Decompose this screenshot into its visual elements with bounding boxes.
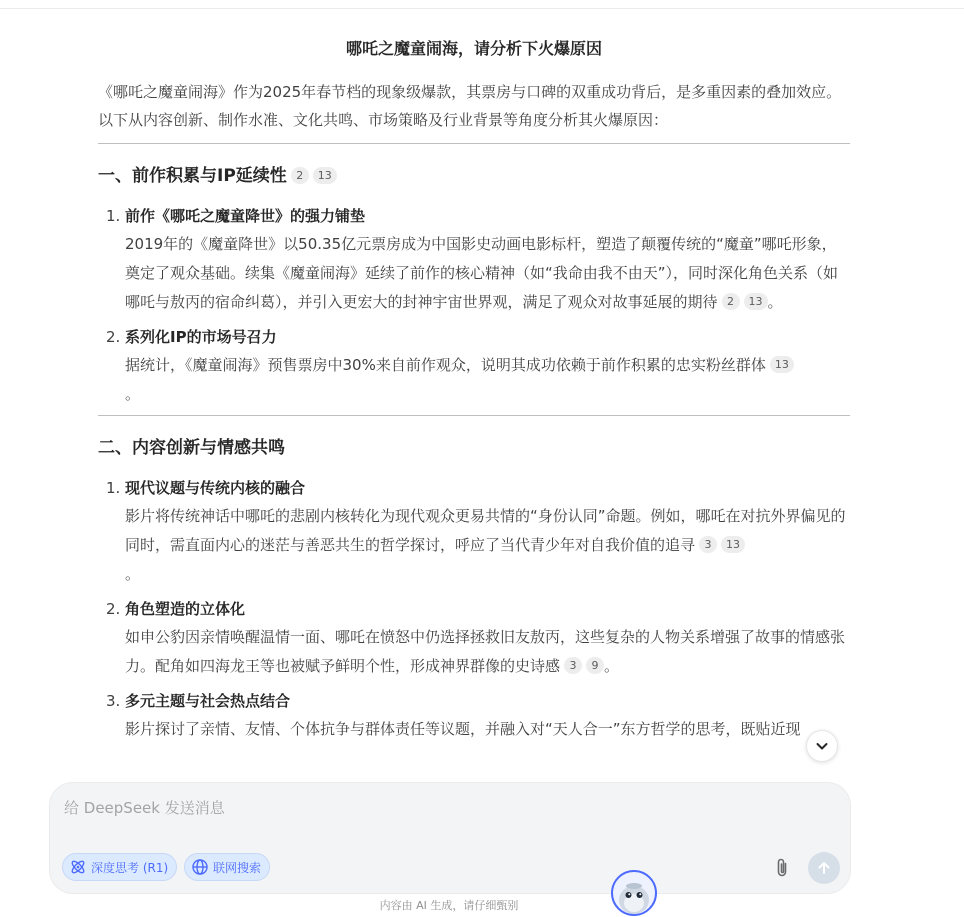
divider bbox=[98, 143, 850, 144]
citation-badge[interactable]: 13 bbox=[744, 293, 768, 310]
message-input[interactable]: 给 DeepSeek 发送消息 bbox=[64, 799, 225, 817]
item-body-text: 影片将传统神话中哪吒的悲剧内核转化为现代观众更易共情的“身份认同”命题。例如，哪吒在对抗外界偏见的同时，需直面内心的迷茫与善恶共生的哲学探讨，呼应了当代青少年对自我价值的追寻 bbox=[125, 507, 846, 554]
item-title: 多元主题与社会热点结合 bbox=[125, 692, 291, 710]
section-heading-text: 一、前作积累与IP延续性 bbox=[98, 166, 287, 186]
item-title: 系列化IP的市场号召力 bbox=[125, 328, 277, 346]
item-body bbox=[125, 230, 850, 317]
citation-badge[interactable]: 2 bbox=[722, 293, 740, 310]
attach-file-button[interactable] bbox=[770, 855, 794, 881]
whale-mascot-icon bbox=[613, 872, 655, 914]
item-body bbox=[125, 715, 850, 744]
item-body-text: 2019年的《魔童降世》以50.35亿元票房成为中国影史动画电影标杆，塑造了颠覆传统的“魔童”哪吒形象，奠定了观众基础。续集《魔童闹海》延续了前作的核心精神（如“我命由我不由天”），同时深化角色关系（如哪吒与敖丙的宿命纠葛），并引入更宏大的封神宇宙世界观，满足了观众对故事延展的期待 bbox=[125, 235, 839, 311]
item-tail: 。 bbox=[125, 565, 141, 583]
list-item bbox=[98, 202, 850, 317]
list-item bbox=[98, 474, 850, 589]
web-search-toggle[interactable] bbox=[184, 853, 270, 881]
list-item bbox=[98, 595, 850, 681]
item-tail: 。 bbox=[767, 293, 783, 311]
citation-badge[interactable]: 13 bbox=[313, 167, 337, 184]
message-composer bbox=[49, 782, 851, 894]
ai-disclaimer: 内容由 AI 生成，请仔细甄别 bbox=[379, 899, 519, 912]
section-2 bbox=[98, 436, 850, 744]
arrow-up-icon bbox=[816, 860, 832, 876]
scroll-to-bottom-button[interactable] bbox=[806, 730, 838, 762]
list-number: 1. bbox=[106, 479, 121, 497]
citation-badge[interactable]: 9 bbox=[586, 657, 604, 674]
list-number: 1. bbox=[106, 207, 121, 225]
paperclip-icon bbox=[774, 857, 790, 879]
citation-badge[interactable]: 2 bbox=[291, 167, 309, 184]
web-search-label: 联网搜索 bbox=[213, 860, 262, 875]
item-body bbox=[125, 502, 850, 589]
item-tail: 。 bbox=[125, 385, 141, 403]
list-number: 2. bbox=[106, 328, 121, 346]
divider bbox=[98, 415, 850, 416]
citation-badge[interactable]: 3 bbox=[699, 536, 717, 553]
deep-think-label: 深度思考 (R1) bbox=[91, 860, 169, 875]
top-divider bbox=[0, 8, 964, 9]
send-button[interactable] bbox=[808, 852, 840, 884]
list-item bbox=[98, 323, 850, 409]
item-body-text: 影片探讨了亲情、友情、个体抗争与群体责任等议题，并融入对“天人合一”东方哲学的思考，既贴近现 bbox=[125, 720, 801, 738]
section-1 bbox=[98, 164, 850, 409]
globe-icon bbox=[191, 858, 209, 876]
atom-icon bbox=[69, 858, 87, 876]
item-title: 前作《哪吒之魔童降世》的强力铺垫 bbox=[125, 207, 366, 225]
list-number: 3. bbox=[106, 692, 121, 710]
question-title: 哪吒之魔童闹海，请分析下火爆原因 bbox=[345, 39, 602, 58]
chevron-down-icon bbox=[815, 739, 829, 753]
numbered-list bbox=[98, 474, 850, 744]
assistant-mascot-avatar[interactable] bbox=[611, 870, 657, 916]
item-body-text: 据统计，《魔童闹海》预售票房中30%来自前作观众，说明其成功依赖于前作积累的忠实粉丝群体 bbox=[125, 356, 766, 374]
citation-badge[interactable]: 13 bbox=[721, 536, 745, 553]
item-body bbox=[125, 351, 850, 409]
item-body bbox=[125, 623, 850, 681]
section-heading bbox=[98, 164, 850, 188]
item-title: 角色塑造的立体化 bbox=[125, 600, 246, 618]
numbered-list bbox=[98, 202, 850, 409]
deep-think-toggle[interactable] bbox=[62, 853, 177, 881]
list-item bbox=[98, 687, 850, 744]
intro-paragraph: 《哪吒之魔童闹海》作为2025年春节档的现象级爆款，其票房与口碑的双重成功背后，是多重因素的叠加效应。以下从内容创新、制作水准、文化共鸣、市场策略及行业背景等角度分析其火爆原因： bbox=[98, 83, 842, 129]
list-number: 2. bbox=[106, 600, 121, 618]
item-tail: 。 bbox=[604, 657, 620, 675]
citation-badge[interactable]: 13 bbox=[770, 356, 794, 373]
section-heading: 二、内容创新与情感共鸣 bbox=[98, 438, 285, 458]
item-body-text: 如申公豹因亲情唤醒温情一面、哪吒在愤怒中仍选择拯救旧友敖丙，这些复杂的人物关系增强了故事的情感张力。配角如四海龙王等也被赋予鲜明个性，形成神界群像的史诗感 bbox=[125, 628, 846, 675]
item-title: 现代议题与传统内核的融合 bbox=[125, 479, 306, 497]
citation-badge[interactable]: 3 bbox=[564, 657, 582, 674]
answer-article bbox=[98, 36, 850, 779]
